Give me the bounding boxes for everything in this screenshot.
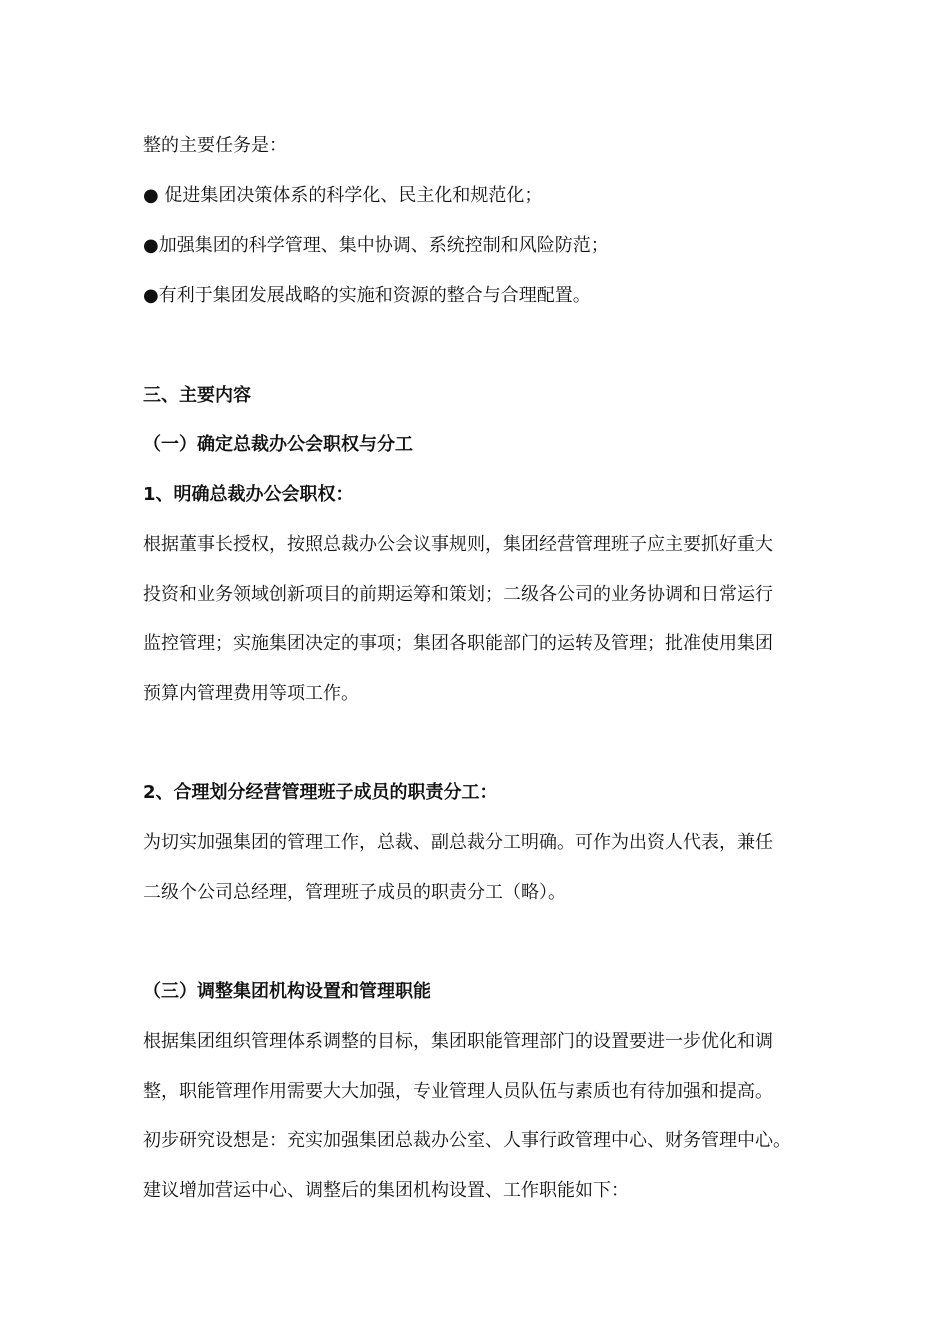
section-heading: 三、主要内容	[143, 385, 251, 406]
item-heading: 1、明确总裁办公会职权：	[143, 484, 354, 505]
paragraph-line: 二级个公司总经理，管理班子成员的职责分工（略）。	[143, 882, 566, 903]
bullet-item: ● 促进集团决策体系的科学化、民主化和规范化；	[143, 185, 543, 206]
paragraph-line: 整，职能管理作用需要大大加强，专业管理人员队伍与素质也有待加强和提高。	[143, 1081, 773, 1102]
subsection-heading: （三）调整集团机构设置和管理职能	[143, 981, 431, 1002]
paragraph-line: 根据集团组织管理体系调整的目标，集团职能管理部门的设置要进一步优化和调	[143, 1031, 773, 1052]
paragraph-line: 建议增加营运中心、调整后的集团机构设置、工作职能如下：	[143, 1180, 629, 1201]
paragraph-line: 为切实加强集团的管理工作，总裁、副总裁分工明确。可作为出资人代表，兼任	[143, 832, 773, 853]
paragraph-line: 监控管理；实施集团决定的事项；集团各职能部门的运转及管理；批准使用集团	[143, 633, 773, 654]
bullet-item: ●加强集团的科学管理、集中协调、系统控制和风险防范；	[143, 235, 609, 256]
intro-tail-text: 整的主要任务是：	[143, 135, 287, 156]
paragraph-line: 初步研究设想是：充实加强集团总裁办公室、人事行政管理中心、财务管理中心。	[143, 1130, 791, 1151]
bullet-item: ●有利于集团发展战略的实施和资源的整合与合理配置。	[143, 285, 591, 306]
paragraph-line: 根据董事长授权，按照总裁办公会议事规则，集团经营管理班子应主要抓好重大	[143, 534, 773, 555]
item-heading: 2、合理划分经营管理班子成员的职责分工：	[143, 782, 498, 803]
paragraph-line: 投资和业务领域创新项目的前期运筹和策划；二级各公司的业务协调和日常运行	[143, 584, 773, 605]
paragraph-line: 预算内管理费用等项工作。	[143, 683, 359, 704]
subsection-heading: （一）确定总裁办公会职权与分工	[143, 434, 413, 455]
